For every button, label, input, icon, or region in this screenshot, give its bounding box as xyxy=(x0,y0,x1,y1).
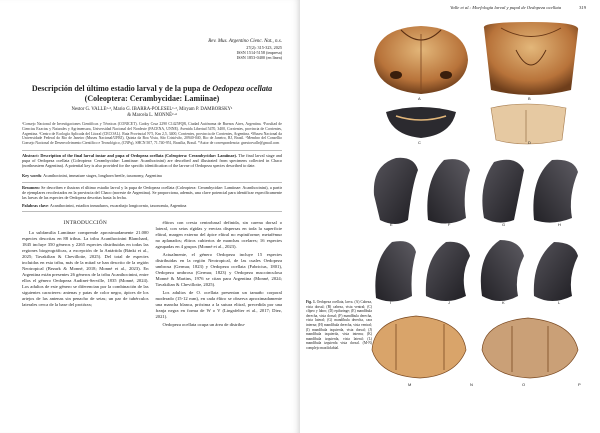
panel-label-f: F xyxy=(448,222,451,227)
figure-panel-b xyxy=(484,22,578,95)
figure-panel-n xyxy=(482,318,578,378)
paragraph: Oedopeza ocellata ocupa un área de distribu- xyxy=(162,322,246,328)
figure-panel-g xyxy=(482,160,524,223)
figure-panel-k xyxy=(481,240,524,301)
figure-panel-m xyxy=(372,316,466,378)
panel-label-k: K xyxy=(502,300,505,305)
caption-text: Oedopeza ocellata, larva. (A) Cabeza, vista dorsal; (B) cabeza, vista ventral; (C) clípeo y labro; (D) epifaringe; (E) mandíbula derecha, vista dorsal; (F) mandíbula derecha, vista lateral; (G) mandíbula derecha, cara interna; (H) mandíbula derecha, vista ventral; (I) mandíbula izquierda, vista dorsal; (J) mandíbula izquierda, vista interna; (K) mandíbula izquierda, vista lateral; (L) mandíbula izquierda vista dorsal. (M-N) complejo maxilolabial. xyxy=(306,300,372,350)
authors-line-2: & Marcela L. MONNÉ³·⁴ xyxy=(127,113,177,119)
article-title: Descripción del último estadio larval y de la pupa de Oedopeza ocellata (Coleoptera: Cerambycidae: Lamiinae) xyxy=(31,84,273,103)
running-head-text: Valle et al.: Morfología larval y pupal de Oedopeza ocellata xyxy=(450,5,562,10)
panel-label-p: P xyxy=(578,382,581,387)
abstract xyxy=(22,150,282,171)
figure-panel-l xyxy=(534,242,578,301)
publication-info xyxy=(208,38,282,60)
panel-label-n: N xyxy=(470,382,473,387)
abstract-text: The final larval stage and pupa of Oedopeza ocellata (Coleoptera: Cerambycidae: Lamiinae: Acanthocinini) are described and illustrated from specimens collected in Chaco (northeastern Argentina). A potential key is also provided for the specific identification of the larvae of Oedopeza species described to date. xyxy=(22,152,282,169)
volume-info: 27(2): 315-323, 2025 xyxy=(246,45,282,50)
figure-caption xyxy=(306,300,372,351)
figure-panel-e xyxy=(374,158,418,224)
panel-label-i: I xyxy=(390,300,392,305)
body-column-2 xyxy=(156,220,283,330)
figure-panel-h xyxy=(533,160,578,223)
paragraph: Los adultos de O. ocellata presentan un tamaño corporal moderado (15-12 mm), en cada élitro se observa aproximadamente una mancha blanca, próxima a la sutura elitral, precedida por una franja negra en forma de W o V (Lingafelter et al., 2017; Diez, 2021). xyxy=(155,290,282,320)
resumen-label: Resumen: xyxy=(22,184,40,190)
figure-panel-i xyxy=(375,241,416,301)
palabras-clave: Palabras clave: Acanthocinini, estadios inmaduros, escarabajo longicornio, taxonomía, Argentina xyxy=(22,203,282,212)
journal-name: Rev. Mus. Argentino Cienc. Nat., n.s. xyxy=(208,39,282,44)
panel-label-h: H xyxy=(558,222,561,227)
page-number: 319 xyxy=(579,5,586,10)
caption-label: Fig. 1. xyxy=(306,300,316,304)
panel-label-o: O xyxy=(522,382,526,387)
title-species: Oedopeza ocellata xyxy=(212,84,273,93)
figure-plate xyxy=(366,20,586,380)
figure-panel-c xyxy=(386,107,456,138)
issn-online: ISSN 1853-0400 (en línea) xyxy=(236,55,282,60)
resumen-text: Se describen e ilustran el último estadio larval y la pupa de Oedopeza ocellata (Coleoptera: Cerambycidae: Lamiinae: Acanthocinini), a partir de ejemplares recolectados en la provincia del Chaco (noreste de Argentina). Se proporciona, además, una clave potencial para identificar específicamente las larvas de las especies de Oedopeza descritas hasta la fecha. xyxy=(22,184,282,200)
panel-label-j: J xyxy=(448,300,450,305)
panel-label-e: E xyxy=(390,222,393,227)
figure-panel-j xyxy=(426,242,470,301)
keywords: Key words: Acanthocinini, immature stages, longhorn beetle, taxonomy, Argentina xyxy=(22,173,162,179)
panel-label-d: D xyxy=(528,140,531,145)
paragraph: La subfamilia Lamiinae comprende aproximadamente 21.000 especies descritas en 88 tribus. La tribu Acanthocinini Blanchard, 1845 incluye 350 géneros y 2265 especies distribuidas en todas las regiones biogeográficas, a excepción de la Antártida (Bánki et al., 2025; Tavakilian & Chevillotte, 2025). Del total de especies incluidas en esta tribu, más de la mitad se han descrito de la región Neotropical (Bezark & Monné, 2018; Monné et al., 2023). En Argentina están presentes 26 géneros de la tribu Acanthocinini, entre ellos el género Oedopeza Audinet-Serville, 1835 (Monné, 2024). Los adultos de este género se diferencian por la combinación de las siguientes caracteres: antenas y patas de color negro, ápices de los artejos de las antenas sin penacho de setas; un par de tubérculos laterales cerca de la base del protórax; xyxy=(22,230,149,308)
running-head xyxy=(310,4,586,11)
panel-label-g: G xyxy=(502,222,506,227)
affiliations: ¹Consejo Nacional de Investigaciones Científicas y Técnicas (CONICET). Godoy Cruz 2290 C1425FQB, Ciudad Autónoma de Buenos Aires, Argentina. ²Facultad de Ciencias Exactas y Naturales y Agrimensura, Universidad Nacional del Nordeste (FACENA, UNNE). Avenida Libertad 5470, 3400, Corrientes, provincia de Corrientes, Argentina. ³Centro de Ecología Aplicada del Litoral (CECOAL). Ruta Provincial N°5, Km 2,5, 3400, Corrientes, provincia de Corrientes, Argentina. ⁴Museu Nacional da Universidade Federal do Rio de Janeiro (Museu Nacional/UFRJ), Quinta da Boa Vista, São Cristóvão, 20940-040, Rio de Janeiro, RJ, Brasil. ⁵Membro del Consellio Consejo Nacional de Desenvolvimento Científico e Tecnológico, (CNPq), SHCN 507, 71.740-951, Brasília, Brasil. *Autor de correspondencia: gnestorvalle@gmail.com xyxy=(22,122,282,145)
panel-label-a: A xyxy=(418,96,421,101)
figure-panel-d xyxy=(491,104,566,144)
right-page xyxy=(300,0,600,433)
figure-panel-a xyxy=(374,26,468,94)
issn-print: ISSN 1514-5158 (impresa) xyxy=(236,50,282,55)
palabras-label: Palabras clave xyxy=(22,203,48,209)
paragraph: Actualmente, el género Oedopeza incluye 15 especies distribuidas en la región Neotropical, de las cuales Oedopeza umbrosa (Germar, 1823) y Oedopeza ocellata (Fabricius, 1801), Oedopeza umbrosa (Germar, 1823) y Oedopeza nuscoinculosa Monné & Martins, 1976 se citan para Argentina (Monné, 2024; Tavakilian & Chevillotte, 2025). xyxy=(155,252,282,288)
intro-heading: INTRODUCCIÓN xyxy=(63,220,107,227)
panel-label-c: C xyxy=(418,140,421,145)
authors xyxy=(22,107,282,119)
figure-panel-f xyxy=(427,159,470,223)
body-column-1 xyxy=(22,220,149,330)
keywords-label: Key words xyxy=(22,173,42,179)
panel-label-m: M xyxy=(408,382,412,387)
body-columns xyxy=(22,220,282,330)
panel-label-l: L xyxy=(558,300,561,305)
authors-line-1: Nestor G. VALLE¹·², Mario G. IBARRA-POLESEL¹·², Miryam P. DAMBORSKY¹ xyxy=(71,107,233,113)
abstract-label: Abstract: Description of the final larval instar and pupa of Oedopeza ocellata (Coleoptera: Cerambycidae: Lamiinae). xyxy=(22,152,237,158)
resumen xyxy=(22,182,282,201)
paragraph: élitros con cresta centrobasal definida, sin carena dorsal o lateral, con setas rígidas y erectas dispersas en toda la superficie elitral, margen externo del ápice elitral no espiniforme; metafémur no aplanados; élitros cubiertos de manchas ocelares; 16 especies agrupadas en 4 grupos (Monné et al., 2023). xyxy=(155,220,282,250)
panel-label-b: B xyxy=(528,96,531,101)
